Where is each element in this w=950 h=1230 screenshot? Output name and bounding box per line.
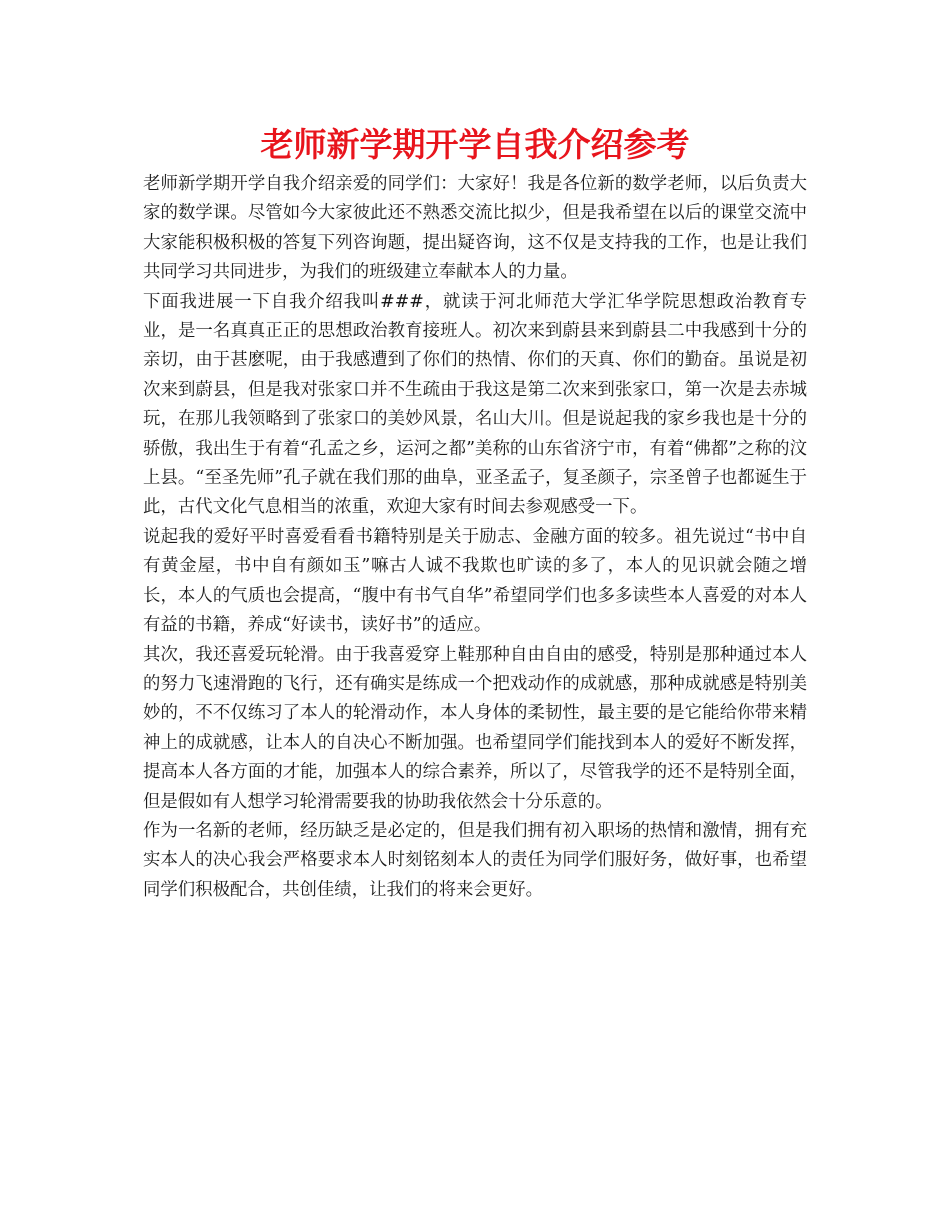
paragraph-reading-hobby: 说起我的爱好平时喜爱看看书籍特别是关于励志、金融方面的较多。祖先说过“书中自有黄金屋，书中自有颜如玉”嘛古人诚不我欺也旷读的多了，本人的见识就会随之增长，本人的气质也会提高，“腹中有书气自华”希望同学们也多多读些本人喜爱的对本人有益的书籍，养成“好读书，读好书”的适应。 bbox=[143, 526, 807, 636]
paragraph-skating-hobby: 其次，我还喜爱玩轮滑。由于我喜爱穿上鞋那种自由自由的感受，特别是那种通过本人的努力飞速滑跑的飞行，还有确实是练成一个把戏动作的成就感，那种成就感是特别美妙的，不不仅练习了本人的轮滑动作，本人身体的柔韧性，最主要的是它能给你带来精神上的成就感，让本人的自决心不断加强。也希望同学们能找到本人的爱好不断发挥，提高本人各方面的才能，加强本人的综合素养，所以了，尽管我学的还不是特别全面，但是假如有人想学习轮滑需要我的协助我依然会十分乐意的。 bbox=[143, 644, 807, 812]
document-body bbox=[143, 170, 807, 905]
paragraph-greeting: 老师新学期开学自我介绍亲爱的同学们：大家好！我是各位新的数学老师，以后负责大家的数学课。尽管如今大家彼此还不熟悉交流比拟少，但是我希望在以后的课堂交流中大家能积极积极的答复下列咨询题，提出疑咨询，这不仅是支持我的工作，也是让我们共同学习共同进步，为我们的班级建立奉献本人的力量。 bbox=[143, 174, 807, 283]
page-title: 老师新学期开学自我介绍参考 bbox=[260, 125, 690, 164]
paragraph-self-introduction: 下面我进展一下自我介绍我叫###，就读于河北师范大学汇华学院思想政治教育专业，是一名真真正正的思想政治教育接班人。初次来到蔚县来到蔚县二中我感到十分的亲切，由于甚麽呢，由于我感遭到了你们的热情、你们的天真、你们的勤奋。虽说是初次来到蔚县，但是我对张家口并不生疏由于我这是第二次来到张家口，第一次是去赤城玩，在那儿我领略到了张家口的美妙风景，名山大川。但是说起我的家乡我也是十分的骄傲，我出生于有着“孔孟之乡，运河之都”美称的山东省济宁市，有着“佛都”之称的汶上县。“至圣先师”孔子就在我们那的曲阜，亚圣孟子，复圣颜子，宗圣曾子也都诞生于此，古代文化气息相当的浓重，欢迎大家有时间去参观感受一下。 bbox=[143, 291, 807, 518]
paragraph-closing: 作为一名新的老师，经历缺乏是必定的，但是我们拥有初入职场的热情和激情，拥有充实本人的决心我会严格要求本人时刻铭刻本人的责任为同学们服好务，做好事，也希望同学们积极配合，共创佳绩，让我们的将来会更好。 bbox=[143, 820, 807, 900]
